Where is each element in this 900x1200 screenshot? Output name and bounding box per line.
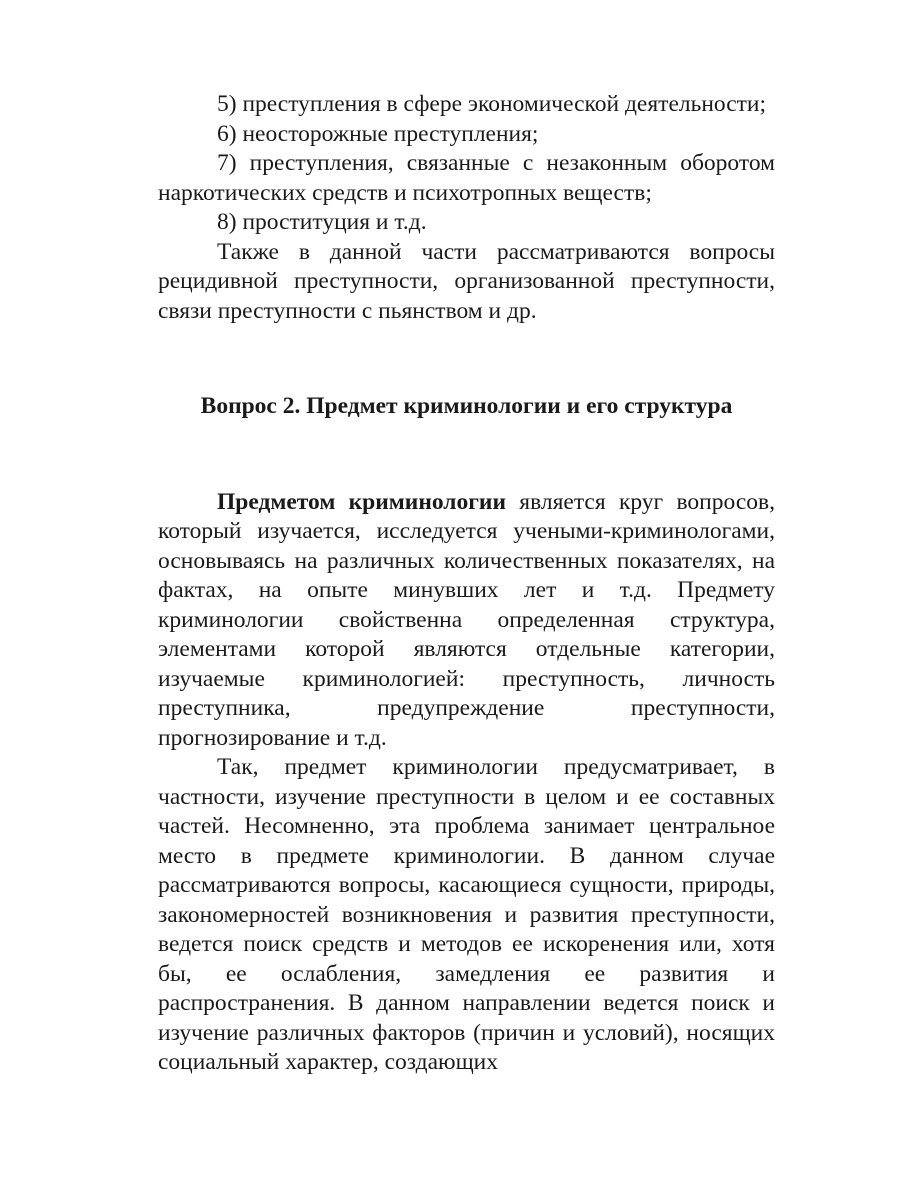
list-item-negligent-crimes: 6) неосторожные преступления;	[217, 120, 539, 147]
list-item-prostitution: 8) проституция и т.д.	[217, 209, 427, 235]
list-item-drug-crimes: 7) преступления, связанные с незаконным оборотом наркотических средств и психотропных веществ;	[158, 150, 775, 206]
document-page	[158, 90, 775, 1078]
paragraph-thus: Так, предмет криминологии предусматривает, в частности, изучение преступности в целом и ее составных частей. Несомненно, эта проблема занимает центральное место в предмете криминологии. В данном случае рассматриваются вопросы, касающиеся сущности, природы, закономерностей возникновения и развития преступности, ведется поиск средств и методов ее искоренения или, хотя бы, ее ослабления, замедления ее развития и распространения. В данном направлении ведется поиск и изучение различных факторов (причин и условий), носящих социальный характер, создающих	[158, 754, 775, 1075]
paragraph-subject-definition	[158, 488, 775, 754]
section-heading: Вопрос 2. Предмет криминологии и его структура	[200, 393, 733, 419]
paragraph-also-considered: Также в данной части рассматриваются вопросы рецидивной преступности, организованной преступности, связи преступности с пьянством и др.	[158, 238, 775, 324]
subject-bold-lead: Предметом криминологии	[217, 488, 506, 515]
subject-rest-text: является круг вопросов, который изучается, исследуется учеными-криминологами, основываясь на различных количественных показателях, на фактах, на опыте минувших лет и т.д. Предмету криминологии свойственна определенная структура, элементами которой являются отдельные категории, изучаемые криминологией: преступность, личность преступника, предупреждение преступности, прогнозирование и т.д.	[158, 488, 775, 751]
heading-spacer	[158, 422, 775, 488]
list-item-economic-crimes: 5) преступления в сфере экономической деятельности;	[217, 91, 767, 117]
